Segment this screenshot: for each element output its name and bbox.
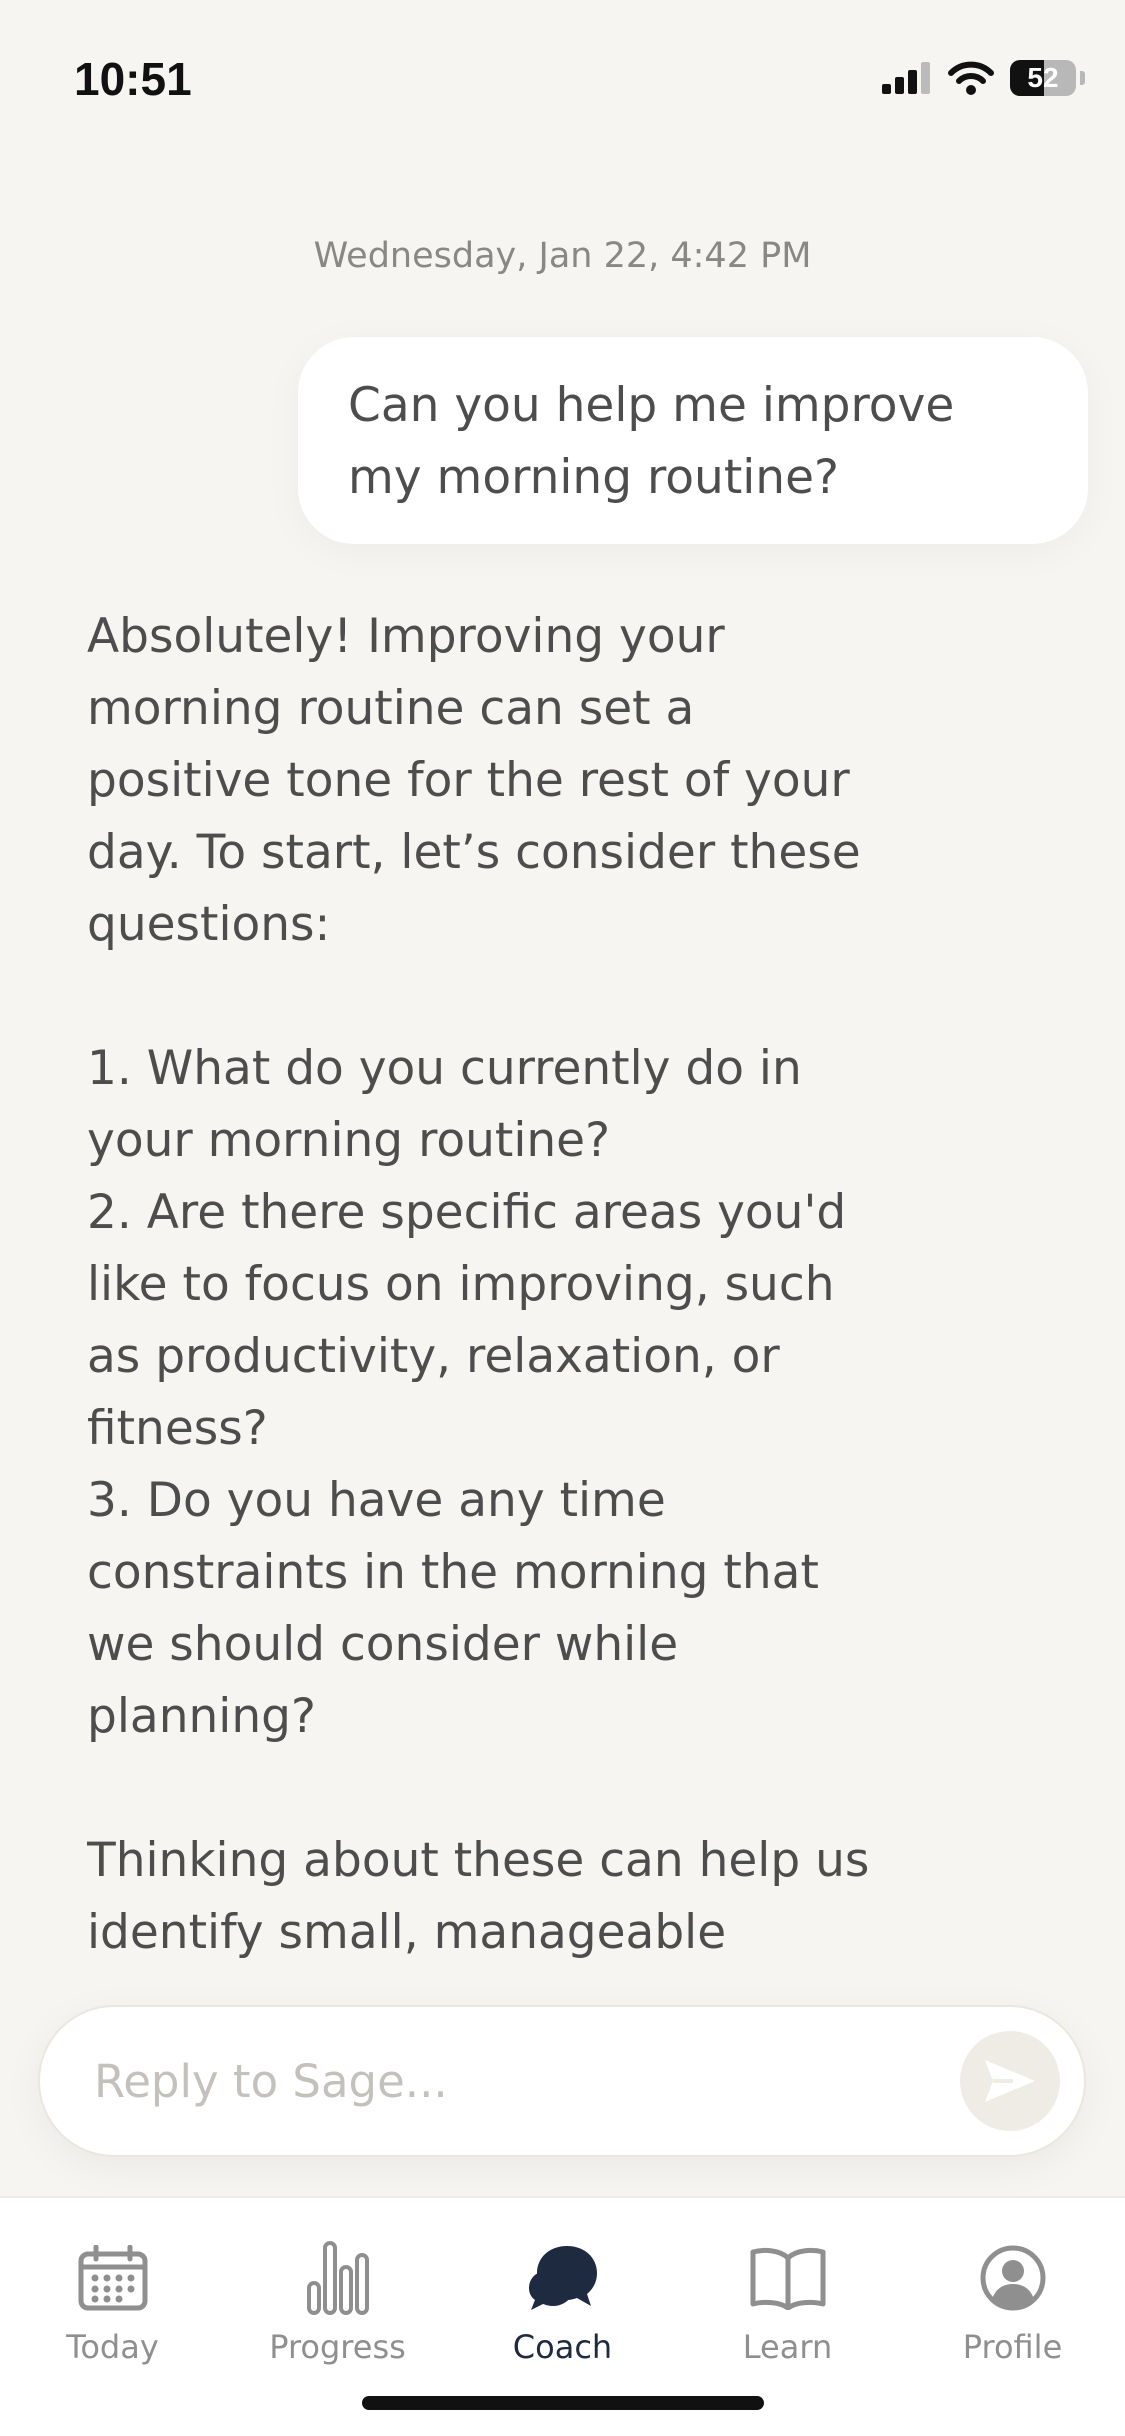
assistant-paragraph: Absolutely! Improving your morning routine can set a positive tone for the rest of your day. To start, let’s consider these questions: — [87, 609, 861, 952]
tab-learn[interactable] — [675, 2238, 900, 2366]
user-message-bubble — [298, 337, 1088, 544]
status-bar — [0, 0, 1125, 150]
tab-label: Coach — [512, 2328, 613, 2366]
chat-timestamp: Wednesday, Jan 22, 4:42 PM — [313, 236, 812, 276]
paragraph-gap — [87, 1753, 887, 1825]
battery-cap — [1080, 71, 1085, 85]
paragraph-gap — [87, 961, 887, 1033]
user-circle-icon — [980, 2245, 1046, 2311]
status-icons — [882, 60, 1085, 96]
tab-coach[interactable] — [450, 2238, 675, 2366]
send-button[interactable] — [960, 2031, 1060, 2131]
bar-chart-icon — [305, 2241, 371, 2315]
tab-progress[interactable] — [225, 2238, 450, 2366]
assistant-list-item: 2. Are there specific areas you'd like to focus on improving, such as productivity, relaxation, or fitness? — [87, 1185, 847, 1456]
tab-today[interactable] — [0, 2238, 225, 2366]
assistant-message — [87, 601, 887, 1971]
wifi-icon — [948, 61, 994, 95]
home-indicator — [362, 2396, 764, 2410]
assistant-list-item: 1. What do you currently do in your morning routine? — [87, 1041, 802, 1168]
user-message-text: Can you help me improve my morning routine? — [348, 378, 955, 505]
book-icon — [750, 2246, 826, 2310]
tab-label: Progress — [269, 2328, 406, 2366]
tab-label: Today — [66, 2328, 159, 2366]
chat-bubbles-icon — [527, 2244, 599, 2312]
tab-label: Learn — [742, 2328, 833, 2366]
reply-input[interactable] — [94, 2007, 954, 2155]
assistant-list-item: 3. Do you have any time constraints in the morning that we should consider while planning? — [87, 1473, 819, 1744]
reply-bar — [38, 2005, 1086, 2157]
tab-label: Profile — [962, 2328, 1063, 2366]
tab-profile[interactable] — [900, 2238, 1125, 2366]
send-icon — [983, 2058, 1037, 2104]
calendar-icon — [78, 2245, 148, 2311]
assistant-paragraph: Thinking about these can help us identify small, manageable — [87, 1833, 870, 1960]
battery-level: 52 — [1027, 62, 1059, 93]
battery-icon — [1010, 60, 1076, 96]
signal-icon — [882, 62, 932, 94]
status-time: 10:51 — [74, 53, 192, 105]
